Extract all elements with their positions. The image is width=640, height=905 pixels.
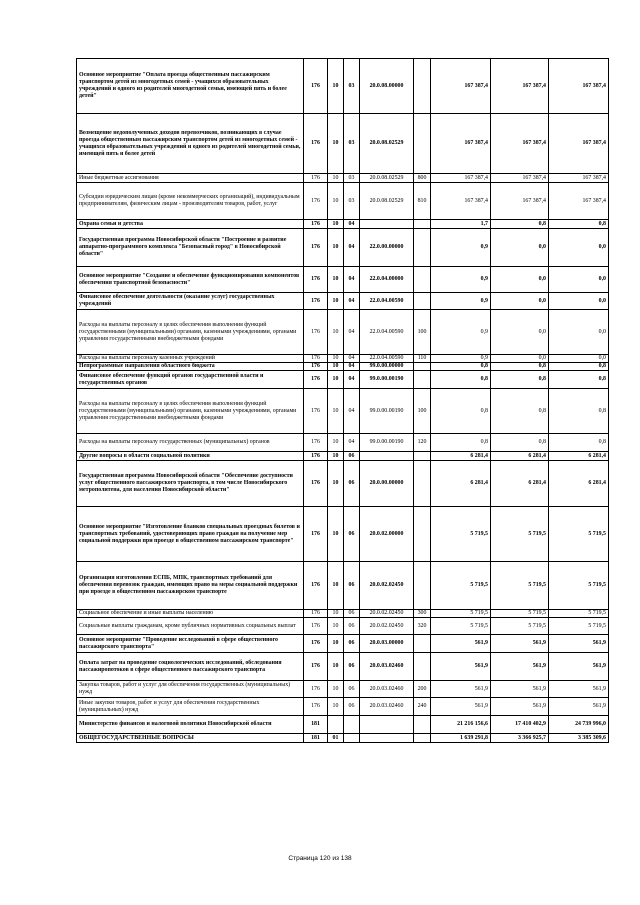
- subsection-code: 04: [344, 229, 360, 267]
- ministry-code: 181: [304, 734, 328, 743]
- table-row: [77, 371, 609, 389]
- item-name: Субсидии юридическим лицам (кроме некоммерческих организаций), индивидуальным предпринимателям, физическим лицам - производителям товаров, работ, услуг: [77, 183, 304, 220]
- table-row: [77, 461, 609, 507]
- section-code: 10: [328, 610, 344, 618]
- ministry-code: 176: [304, 371, 328, 389]
- table-row: [77, 434, 609, 452]
- expense-type-code: 300: [414, 610, 431, 618]
- amount-year-3: 0,0: [549, 293, 609, 310]
- amount-year-2: 0,0: [491, 355, 549, 363]
- expense-type-code: [414, 293, 431, 310]
- amount-year-3: 0,0: [549, 355, 609, 363]
- amount-year-3: 0,0: [549, 267, 609, 293]
- ministry-code: 176: [304, 507, 328, 562]
- amount-year-1: 6 281,4: [431, 452, 491, 461]
- subsection-code: 04: [344, 293, 360, 310]
- expense-type-code: [414, 635, 431, 653]
- subsection-code: 06: [344, 610, 360, 618]
- amount-year-1: 5 719,5: [431, 562, 491, 610]
- amount-year-2: 0,0: [491, 229, 549, 267]
- item-name: Возмещение недополученных доходов перевозчиков, возникающих в случае проезда общественным пассажирским транспортом детей из многодетных семей - учащихся образовательных учреждений и одного из родителей многодетной семьи, имеющей пять и более детей: [77, 114, 304, 174]
- amount-year-1: 21 216 156,6: [431, 716, 491, 734]
- budget-table: [76, 58, 609, 743]
- subsection-code: 04: [344, 389, 360, 434]
- table-row: [77, 734, 609, 743]
- expense-type-code: 800: [414, 174, 431, 183]
- item-name: Иные бюджетные ассигнования: [77, 174, 304, 183]
- section-code: 10: [328, 698, 344, 716]
- table-row: [77, 452, 609, 461]
- target-article-code: 22.0.00.00000: [360, 229, 414, 267]
- target-article-code: 20.0.08.02529: [360, 174, 414, 183]
- subsection-code: 04: [344, 371, 360, 389]
- table-row: [77, 183, 609, 220]
- amount-year-1: 167 387,4: [431, 174, 491, 183]
- expense-type-code: [414, 562, 431, 610]
- subsection-code: 06: [344, 461, 360, 507]
- target-article-code: 99.0.00.00000: [360, 363, 414, 371]
- amount-year-2: 167 387,4: [491, 59, 549, 114]
- item-name: Социальные выплаты гражданам, кроме публичных нормативных социальных выплат: [77, 618, 304, 635]
- subsection-code: 04: [344, 363, 360, 371]
- target-article-code: 20.0.00.00000: [360, 461, 414, 507]
- ministry-code: 176: [304, 618, 328, 635]
- item-name: Финансовое обеспечение функций органов государственной власти и государственных органов: [77, 371, 304, 389]
- target-article-code: 22.0.04.00590: [360, 310, 414, 355]
- section-code: 10: [328, 461, 344, 507]
- amount-year-3: 0,0: [549, 310, 609, 355]
- section-code: 10: [328, 310, 344, 355]
- item-name: Основное мероприятие "Проведение исследований в сфере общественного пассажирского транспорта": [77, 635, 304, 653]
- expense-type-code: [414, 114, 431, 174]
- amount-year-2: 5 719,5: [491, 618, 549, 635]
- ministry-code: 176: [304, 174, 328, 183]
- amount-year-3: 0,0: [549, 229, 609, 267]
- ministry-code: 176: [304, 434, 328, 452]
- item-name: Непрограммные направления областного бюджета: [77, 363, 304, 371]
- table-row: [77, 389, 609, 434]
- target-article-code: 20.0.02.02450: [360, 618, 414, 635]
- item-name: ОБЩЕГОСУДАРСТВЕННЫЕ ВОПРОСЫ: [77, 734, 304, 743]
- amount-year-1: 0,9: [431, 267, 491, 293]
- item-name: Другие вопросы в области социальной политики: [77, 452, 304, 461]
- amount-year-2: 0,8: [491, 371, 549, 389]
- table-row: [77, 293, 609, 310]
- table-row: [77, 618, 609, 635]
- section-code: [328, 716, 344, 734]
- amount-year-2: 0,8: [491, 220, 549, 229]
- ministry-code: 176: [304, 562, 328, 610]
- amount-year-3: 561,9: [549, 653, 609, 681]
- amount-year-1: 0,8: [431, 363, 491, 371]
- amount-year-1: 0,9: [431, 355, 491, 363]
- amount-year-3: 561,9: [549, 698, 609, 716]
- item-name: Иные закупки товаров, работ и услуг для обеспечения государственных (муниципальных) нужд: [77, 698, 304, 716]
- expense-type-code: [414, 229, 431, 267]
- expense-type-code: [414, 267, 431, 293]
- amount-year-3: 167 387,4: [549, 183, 609, 220]
- target-article-code: 20.0.08.02529: [360, 183, 414, 220]
- target-article-code: 20.0.03.02460: [360, 653, 414, 681]
- amount-year-2: 5 719,5: [491, 610, 549, 618]
- item-name: Основное мероприятие "Оплата проезда общественным пассажирским транспортом детей из многодетных семей - учащихся образовательных учреждений и одного из родителей многодетной семьи, имеющей пять и более детей": [77, 59, 304, 114]
- target-article-code: 20.0.03.02460: [360, 698, 414, 716]
- subsection-code: 03: [344, 174, 360, 183]
- amount-year-2: 5 719,5: [491, 562, 549, 610]
- section-code: 10: [328, 363, 344, 371]
- amount-year-2: 561,9: [491, 635, 549, 653]
- amount-year-3: 561,9: [549, 681, 609, 698]
- amount-year-3: 6 281,4: [549, 461, 609, 507]
- expense-type-code: 810: [414, 183, 431, 220]
- amount-year-2: 0,8: [491, 363, 549, 371]
- target-article-code: 99.0.00.00190: [360, 389, 414, 434]
- subsection-code: 03: [344, 183, 360, 220]
- amount-year-1: 1,7: [431, 220, 491, 229]
- item-name: Расходы на выплаты персоналу государственных (муниципальных) органов: [77, 434, 304, 452]
- subsection-code: 06: [344, 618, 360, 635]
- subsection-code: 06: [344, 562, 360, 610]
- subsection-code: 04: [344, 434, 360, 452]
- item-name: Государственная программа Новосибирской области "Построение и развитие аппаратно-программного комплекса "Безопасный город" в Новосибирской области": [77, 229, 304, 267]
- amount-year-3: 3 385 309,6: [549, 734, 609, 743]
- expense-type-code: [414, 734, 431, 743]
- section-code: 10: [328, 389, 344, 434]
- target-article-code: 20.0.02.00000: [360, 507, 414, 562]
- expense-type-code: 120: [414, 434, 431, 452]
- amount-year-1: 167 387,4: [431, 114, 491, 174]
- amount-year-1: 167 387,4: [431, 59, 491, 114]
- amount-year-1: 0,8: [431, 371, 491, 389]
- amount-year-3: 561,9: [549, 635, 609, 653]
- section-code: 10: [328, 174, 344, 183]
- amount-year-1: 561,9: [431, 635, 491, 653]
- item-name: Министерство финансов и налоговой политики Новосибирской области: [77, 716, 304, 734]
- section-code: 10: [328, 681, 344, 698]
- amount-year-3: 5 719,5: [549, 562, 609, 610]
- target-article-code: [360, 452, 414, 461]
- table-row: [77, 355, 609, 363]
- expense-type-code: 110: [414, 355, 431, 363]
- item-name: Социальное обеспечение и иные выплаты населению: [77, 610, 304, 618]
- amount-year-3: 0,8: [549, 220, 609, 229]
- subsection-code: 06: [344, 635, 360, 653]
- ministry-code: 176: [304, 363, 328, 371]
- ministry-code: 176: [304, 310, 328, 355]
- amount-year-2: 6 281,4: [491, 452, 549, 461]
- table-row: [77, 59, 609, 114]
- section-code: 10: [328, 220, 344, 229]
- target-article-code: [360, 734, 414, 743]
- amount-year-1: 561,9: [431, 698, 491, 716]
- section-code: 01: [328, 734, 344, 743]
- expense-type-code: [414, 507, 431, 562]
- section-code: 10: [328, 653, 344, 681]
- target-article-code: 20.0.02.02450: [360, 610, 414, 618]
- expense-type-code: 320: [414, 618, 431, 635]
- amount-year-3: 167 387,4: [549, 114, 609, 174]
- ministry-code: 181: [304, 716, 328, 734]
- table-row: [77, 114, 609, 174]
- target-article-code: 20.0.03.02460: [360, 681, 414, 698]
- amount-year-3: 167 387,4: [549, 174, 609, 183]
- amount-year-2: 0,0: [491, 310, 549, 355]
- table-row: [77, 220, 609, 229]
- section-code: 10: [328, 267, 344, 293]
- amount-year-2: 3 366 925,7: [491, 734, 549, 743]
- amount-year-1: 0,8: [431, 434, 491, 452]
- amount-year-3: 5 719,5: [549, 507, 609, 562]
- item-name: Организация изготовления ЕСПБ, МПК, транспортных требований для обеспечения перевозок граждан, имеющих право на меры социальной поддержки при проезде в общественном пассажирском транспорте: [77, 562, 304, 610]
- expense-type-code: [414, 461, 431, 507]
- amount-year-1: 0,9: [431, 293, 491, 310]
- target-article-code: 22.0.04.00000: [360, 267, 414, 293]
- expense-type-code: [414, 220, 431, 229]
- subsection-code: [344, 716, 360, 734]
- amount-year-3: 0,8: [549, 434, 609, 452]
- item-name: Финансовое обеспечение деятельности (оказание услуг) государственных учреждений: [77, 293, 304, 310]
- target-article-code: 22.0.04.00590: [360, 293, 414, 310]
- ministry-code: 176: [304, 220, 328, 229]
- table-row: [77, 635, 609, 653]
- amount-year-3: 5 719,5: [549, 618, 609, 635]
- subsection-code: 06: [344, 698, 360, 716]
- section-code: 10: [328, 371, 344, 389]
- target-article-code: 99.0.00.00190: [360, 434, 414, 452]
- amount-year-2: 561,9: [491, 653, 549, 681]
- item-name: Оплата затрат на проведение социологических исследований, обследования пассажиропотоков в сфере общественного пассажирского транспорта: [77, 653, 304, 681]
- table-row: [77, 267, 609, 293]
- table-row: [77, 653, 609, 681]
- amount-year-1: 167 387,4: [431, 183, 491, 220]
- expense-type-code: [414, 363, 431, 371]
- amount-year-2: 6 281,4: [491, 461, 549, 507]
- section-code: 10: [328, 562, 344, 610]
- section-code: 10: [328, 452, 344, 461]
- expense-type-code: 100: [414, 389, 431, 434]
- section-code: 10: [328, 229, 344, 267]
- subsection-code: [344, 734, 360, 743]
- subsection-code: 03: [344, 59, 360, 114]
- section-code: 10: [328, 293, 344, 310]
- section-code: 10: [328, 114, 344, 174]
- subsection-code: 04: [344, 310, 360, 355]
- target-article-code: 20.0.08.00000: [360, 59, 414, 114]
- item-name: Расходы на выплаты персоналу в целях обеспечения выполнения функций государственными (муниципальными) органами, казенными учреждениями, органами управления государственными внебюджетными фондами: [77, 310, 304, 355]
- item-name: Закупка товаров, работ и услуг для обеспечения государственных (муниципальных) нужд: [77, 681, 304, 698]
- amount-year-1: 6 281,4: [431, 461, 491, 507]
- ministry-code: 176: [304, 653, 328, 681]
- target-article-code: 20.0.03.00000: [360, 635, 414, 653]
- table-row: [77, 363, 609, 371]
- ministry-code: 176: [304, 59, 328, 114]
- expense-type-code: [414, 716, 431, 734]
- table-row: [77, 610, 609, 618]
- item-name: Расходы на выплаты персоналу казенных учреждений: [77, 355, 304, 363]
- target-article-code: [360, 716, 414, 734]
- amount-year-3: 5 719,5: [549, 610, 609, 618]
- target-article-code: [360, 220, 414, 229]
- ministry-code: 176: [304, 114, 328, 174]
- amount-year-3: 0,8: [549, 363, 609, 371]
- expense-type-code: [414, 371, 431, 389]
- amount-year-2: 5 719,5: [491, 507, 549, 562]
- subsection-code: 03: [344, 114, 360, 174]
- ministry-code: 176: [304, 229, 328, 267]
- expense-type-code: 200: [414, 681, 431, 698]
- amount-year-1: 561,9: [431, 653, 491, 681]
- table-row: [77, 507, 609, 562]
- target-article-code: 99.0.00.00190: [360, 371, 414, 389]
- expense-type-code: [414, 452, 431, 461]
- table-row: [77, 716, 609, 734]
- subsection-code: 04: [344, 220, 360, 229]
- item-name: Расходы на выплаты персоналу в целях обеспечения выполнения функций государственными (муниципальными) органами, казенными учреждениями, органами управления государственными внебюджетными фондами: [77, 389, 304, 434]
- amount-year-2: 561,9: [491, 681, 549, 698]
- ministry-code: 176: [304, 681, 328, 698]
- subsection-code: 06: [344, 507, 360, 562]
- amount-year-1: 0,9: [431, 310, 491, 355]
- target-article-code: 20.0.02.02450: [360, 562, 414, 610]
- amount-year-3: 24 739 996,0: [549, 716, 609, 734]
- amount-year-3: 0,8: [549, 389, 609, 434]
- expense-type-code: [414, 59, 431, 114]
- amount-year-2: 561,9: [491, 698, 549, 716]
- amount-year-2: 167 387,4: [491, 174, 549, 183]
- amount-year-1: 0,9: [431, 229, 491, 267]
- ministry-code: 176: [304, 635, 328, 653]
- amount-year-1: 5 719,5: [431, 618, 491, 635]
- subsection-code: 06: [344, 681, 360, 698]
- item-name: Основное мероприятие "Создание и обеспечение функционирования компонентов обеспечения транспортной безопасности": [77, 267, 304, 293]
- item-name: Государственная программа Новосибирской области "Обеспечение доступности услуг общественного пассажирского транспорта, в том числе Новосибирского метрополитена, для населения Новосибирской области": [77, 461, 304, 507]
- amount-year-3: 6 281,4: [549, 452, 609, 461]
- ministry-code: 176: [304, 267, 328, 293]
- section-code: 10: [328, 183, 344, 220]
- amount-year-1: 5 719,5: [431, 507, 491, 562]
- section-code: 10: [328, 507, 344, 562]
- section-code: 10: [328, 355, 344, 363]
- table-row: [77, 310, 609, 355]
- ministry-code: 176: [304, 293, 328, 310]
- target-article-code: 20.0.08.02529: [360, 114, 414, 174]
- subsection-code: 06: [344, 452, 360, 461]
- ministry-code: 176: [304, 610, 328, 618]
- item-name: Основное мероприятие "Изготовление бланков специальных проездных билетов и транспортных требований, удостоверяющих право граждан на получение мер социальной поддержки при проезде в общественном пассажирском транспорте": [77, 507, 304, 562]
- target-article-code: 22.0.04.00590: [360, 355, 414, 363]
- section-code: 10: [328, 59, 344, 114]
- subsection-code: 04: [344, 355, 360, 363]
- section-code: 10: [328, 618, 344, 635]
- amount-year-2: 0,0: [491, 293, 549, 310]
- table-row: [77, 562, 609, 610]
- ministry-code: 176: [304, 698, 328, 716]
- amount-year-2: 0,8: [491, 434, 549, 452]
- amount-year-3: 167 387,4: [549, 59, 609, 114]
- amount-year-2: 167 387,4: [491, 183, 549, 220]
- amount-year-1: 1 639 291,8: [431, 734, 491, 743]
- section-code: 10: [328, 434, 344, 452]
- table-row: [77, 681, 609, 698]
- amount-year-2: 0,0: [491, 267, 549, 293]
- expense-type-code: 100: [414, 310, 431, 355]
- ministry-code: 176: [304, 355, 328, 363]
- subsection-code: 04: [344, 267, 360, 293]
- expense-type-code: 240: [414, 698, 431, 716]
- item-name: Охрана семьи и детства: [77, 220, 304, 229]
- amount-year-3: 0,8: [549, 371, 609, 389]
- ministry-code: 176: [304, 461, 328, 507]
- ministry-code: 176: [304, 452, 328, 461]
- page-footer: Страница 120 из 138: [288, 855, 352, 862]
- amount-year-1: 561,9: [431, 681, 491, 698]
- section-code: 10: [328, 635, 344, 653]
- ministry-code: 176: [304, 183, 328, 220]
- subsection-code: 06: [344, 653, 360, 681]
- ministry-code: 176: [304, 389, 328, 434]
- expense-type-code: [414, 653, 431, 681]
- amount-year-1: 0,8: [431, 389, 491, 434]
- table-row: [77, 174, 609, 183]
- amount-year-2: 0,8: [491, 389, 549, 434]
- amount-year-2: 167 387,4: [491, 114, 549, 174]
- amount-year-2: 17 410 402,9: [491, 716, 549, 734]
- amount-year-1: 5 719,5: [431, 610, 491, 618]
- table-row: [77, 229, 609, 267]
- table-row: [77, 698, 609, 716]
